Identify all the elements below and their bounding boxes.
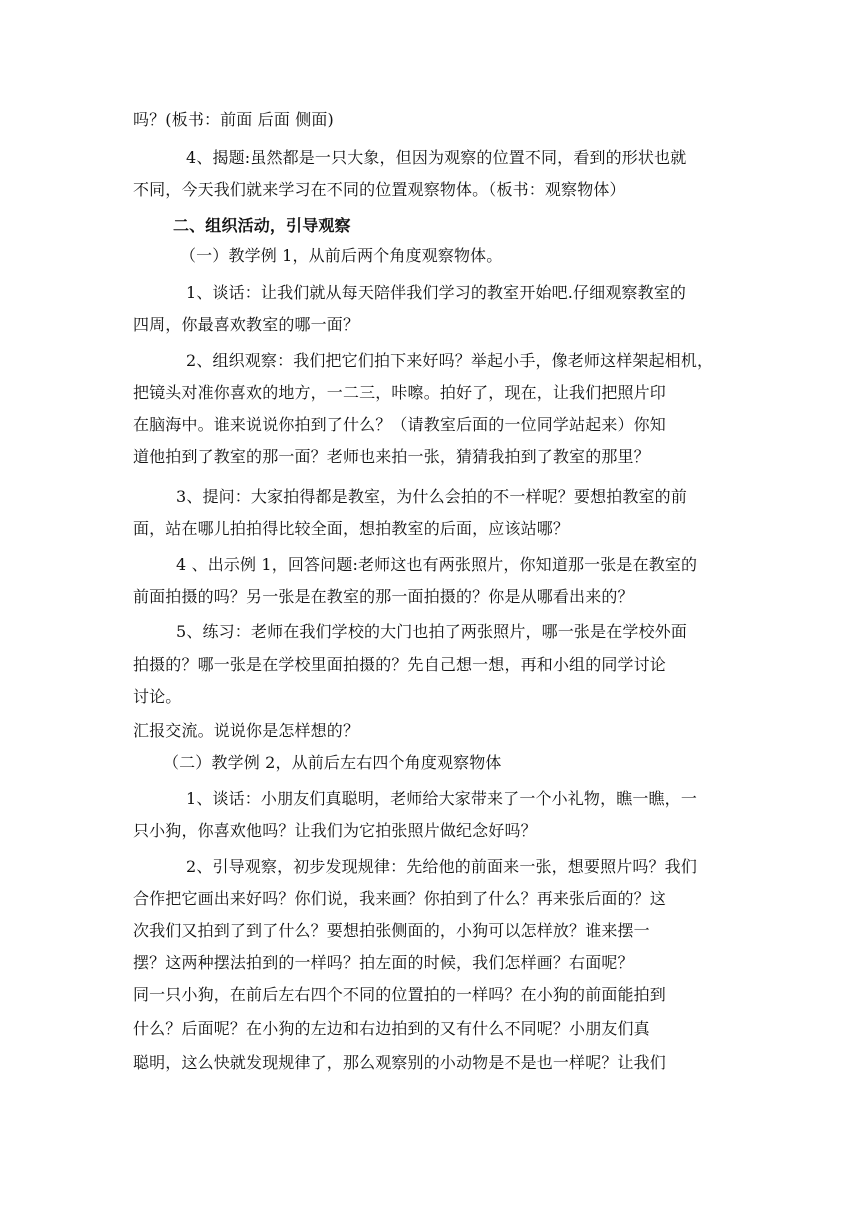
text-line-22: 只小狗，你喜欢他吗？让我们为它拍张照片做纪念好吗？ <box>133 821 537 840</box>
text-line-6: 1、谈话：让我们就从每天陪伴我们学习的教室开始吧.仔细观察教室的 <box>186 283 687 302</box>
text-line-13: 面，站在哪儿拍拍得比较全面，想拍教室的后面，应该站哪？ <box>133 519 570 538</box>
text-line-19: 汇报交流。说说你是怎样想的？ <box>133 721 360 740</box>
text-line-8: 2、组织观察：我们把它们拍下来好吗？举起小手，像老师这样架起相机， <box>186 351 714 370</box>
text-line-23: 2、引导观察，初步发现规律：先给他的前面来一张，想要照片吗？我们 <box>186 857 697 876</box>
text-line-10: 在脑海中。谁来说说你拍到了什么？（请教室后面的一位同学站起来）你知 <box>133 415 666 434</box>
text-line-7: 四周，你最喜欢教室的哪一面？ <box>133 315 360 334</box>
text-line-16: 5、练习：老师在我们学校的大门也拍了两张照片，哪一张是在学校外面 <box>176 622 687 641</box>
text-line-3: 不同，今天我们就来学习在不同的位置观察物体。（板书：观察物体） <box>133 180 626 199</box>
text-line-17: 拍摄的？哪一张是在学校里面拍摄的？先自己想一想，再和小组的同学讨论 <box>133 655 666 674</box>
text-line-11: 道他拍到了教室的那一面？老师也来拍一张，猜猜我拍到了教室的那里？ <box>133 447 650 466</box>
text-line-24: 合作把它画出来好吗？你们说，我来画？你拍到了什么？再来张后面的？这 <box>133 889 666 908</box>
subsection-heading-2: （二）教学例 2，从前后左右四个角度观察物体 <box>163 753 502 772</box>
text-line-1: 吗？(板书：前面 后面 侧面) <box>133 110 334 129</box>
text-line-12: 3、提问：大家拍得都是教室，为什么会拍的不一样呢？要想拍教室的前 <box>176 487 687 506</box>
text-line-9: 把镜头对准你喜欢的地方，一二三，咔嚓。拍好了，现在，让我们把照片印 <box>133 383 666 402</box>
text-line-14: 4 、出示例 1，回答问题:老师这也有两张照片，你知道那一张是在教室的 <box>176 555 698 574</box>
text-line-25: 次我们又拍到了到了什么？要想拍张侧面的，小狗可以怎样放？谁来摆一 <box>133 921 650 940</box>
subsection-heading-1: （一）教学例 1，从前后两个角度观察物体。 <box>180 246 503 265</box>
text-line-26: 摆？这两种摆法拍到的一样吗？拍左面的时候，我们怎样画？右面呢？ <box>133 953 634 972</box>
text-line-27: 同一只小狗，在前后左右四个不同的位置拍的一样吗？在小狗的前面能拍到 <box>133 985 666 1004</box>
text-line-2: 4、揭题:虽然都是一只大象，但因为观察的位置不同，看到的形状也就 <box>186 148 687 167</box>
text-line-28: 什么？后面呢？在小狗的左边和右边拍到的又有什么不同呢？小朋友们真 <box>133 1019 650 1038</box>
text-line-29: 聪明，这么快就发现规律了，那么观察别的小动物是不是也一样呢？让我们 <box>133 1053 666 1072</box>
text-line-15: 前面拍摄的吗？另一张是在教室的那一面拍摄的？你是从哪看出来的？ <box>133 587 634 606</box>
text-line-18: 讨论。 <box>133 687 182 706</box>
section-heading-2: 二、组织活动，引导观察 <box>173 216 351 235</box>
text-line-21: 1、谈话：小朋友们真聪明，老师给大家带来了一个小礼物，瞧一瞧，一 <box>186 789 697 808</box>
